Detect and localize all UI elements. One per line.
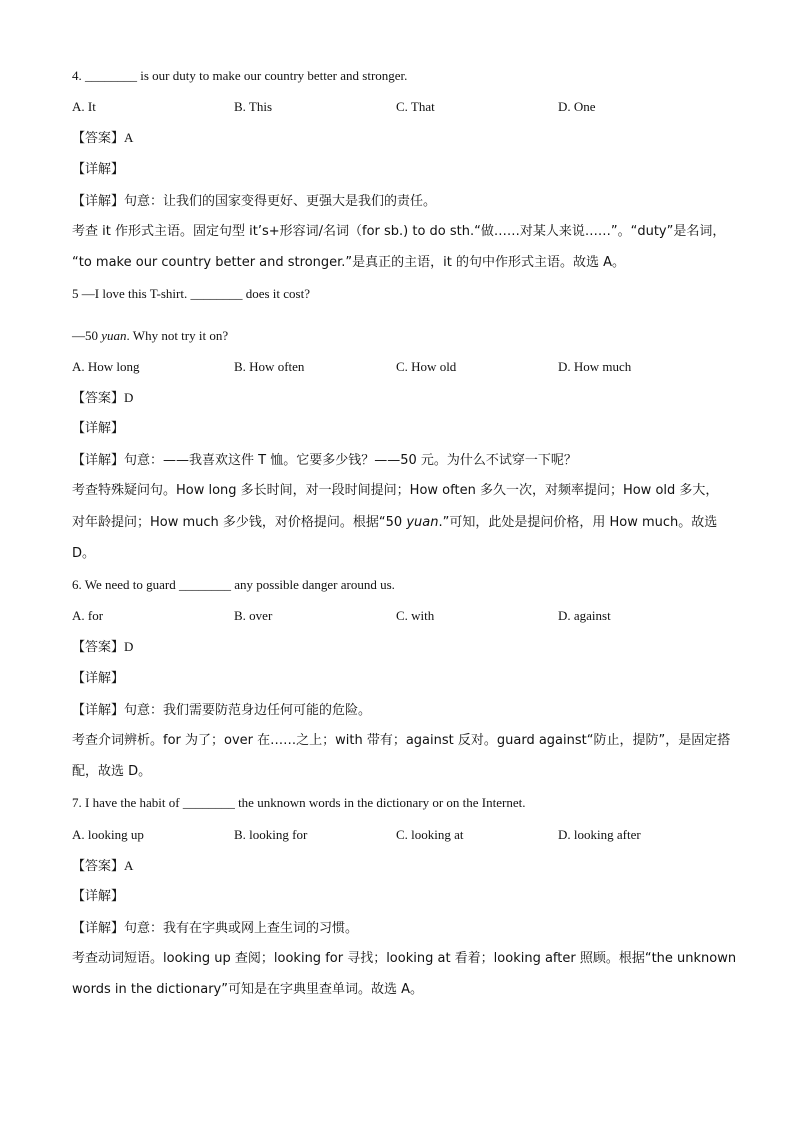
option-a: A. looking up bbox=[72, 826, 144, 842]
option-d: D. One bbox=[558, 99, 596, 115]
explanation-line-1: 考查 it 作形式主语。固定句型 it’s+形容词/名词（for sb.) to do sth.“做……对某人来说……”。“duty”是名词， bbox=[72, 223, 726, 239]
answer-value: D bbox=[124, 389, 134, 405]
answer-line bbox=[72, 631, 724, 662]
answer-tag: 【答案】 bbox=[72, 131, 125, 147]
explanation-italic: yuan bbox=[406, 514, 439, 530]
option-c: C. That bbox=[396, 99, 435, 115]
question-stem: 7. I have the habit of ________ the unknown words in the dictionary or on the Internet. bbox=[72, 795, 526, 811]
explanation-line-1: 考查动词短语。looking up 查阅；looking for 寻找；looking at 看着；looking after 照顾。根据“the unknown bbox=[72, 951, 737, 967]
options-row bbox=[72, 819, 724, 850]
dialog-italic: yuan bbox=[101, 327, 127, 343]
spacer bbox=[72, 310, 724, 320]
dialog-post: . Why not try it on? bbox=[126, 327, 229, 343]
detail-meaning-line bbox=[72, 185, 724, 216]
answer-line bbox=[72, 850, 724, 881]
detail-header: 【详解】 bbox=[72, 670, 125, 686]
detail-tag: 【详解】 bbox=[72, 453, 125, 469]
option-d: D. How much bbox=[558, 358, 632, 374]
question-4 bbox=[72, 60, 724, 278]
detail-header: 【详解】 bbox=[72, 421, 125, 437]
question-6 bbox=[72, 569, 731, 787]
question-stem: 5 —I love this T-shirt. ________ does it cost? bbox=[72, 286, 310, 302]
answer-value: A bbox=[124, 857, 134, 873]
option-b: B. This bbox=[234, 99, 273, 115]
question-stem: 6. We need to guard ________ any possible danger around us. bbox=[72, 577, 395, 592]
dialog-line bbox=[72, 320, 724, 351]
explanation-pre: 对年龄提问；How much 多少钱，对价格提问。根据“50 bbox=[72, 514, 407, 530]
detail-header: 【详解】 bbox=[72, 161, 125, 177]
explanation-line-2: 配，故选 D。 bbox=[72, 764, 152, 780]
dialog-pre: —50 bbox=[72, 327, 102, 343]
question-7 bbox=[72, 787, 737, 1005]
detail-header: 【详解】 bbox=[72, 888, 125, 904]
option-d: D. looking after bbox=[558, 826, 641, 842]
detail-meaning: 句意：我们需要防范身边任何可能的危险。 bbox=[124, 702, 372, 718]
answer-line bbox=[72, 122, 724, 153]
detail-meaning: 句意：让我们的国家变得更好、更强大是我们的责任。 bbox=[124, 193, 437, 209]
options-row bbox=[72, 351, 724, 382]
option-c: C. looking at bbox=[396, 826, 464, 842]
detail-tag: 【详解】 bbox=[72, 193, 125, 209]
document-page bbox=[72, 60, 737, 1006]
detail-tag: 【详解】 bbox=[72, 702, 125, 718]
detail-meaning-line bbox=[72, 444, 724, 475]
answer-tag: 【答案】 bbox=[72, 390, 125, 406]
explanation-line-3: D。 bbox=[72, 545, 96, 561]
explanation-line-2 bbox=[72, 507, 724, 538]
explanation-line-2: “to make our country better and stronger.”是真正的主语，it 的句中作形式主语。故选 A。 bbox=[72, 255, 626, 271]
detail-meaning: 句意：——我喜欢这件 T 恤。它要多少钱？——50 元。为什么不试穿一下呢？ bbox=[124, 453, 577, 469]
detail-meaning-line bbox=[72, 694, 724, 725]
question-5 bbox=[72, 278, 724, 569]
option-b: B. How often bbox=[234, 358, 305, 374]
explanation-line-1: 考查特殊疑问句。How long 多长时间，对一段时间提问；How often 多久一次，对频率提问；How old 多大， bbox=[72, 483, 719, 499]
option-a: A. for bbox=[72, 608, 104, 624]
answer-tag: 【答案】 bbox=[72, 640, 125, 656]
option-a: A. How long bbox=[72, 358, 140, 374]
explanation-line-2: words in the dictionary”可知是在字典里查单词。故选 A。 bbox=[72, 982, 423, 998]
answer-line bbox=[72, 382, 724, 413]
option-c: C. with bbox=[396, 608, 435, 624]
detail-tag: 【详解】 bbox=[72, 921, 125, 937]
option-c: C. How old bbox=[396, 358, 457, 374]
explanation-line-1: 考查介词辨析。for 为了；over 在……之上；with 带有；against 反对。guard against“防止，提防”，是固定搭 bbox=[72, 732, 731, 748]
answer-value: D bbox=[124, 639, 134, 655]
answer-value: A bbox=[124, 130, 134, 146]
detail-meaning: 句意：我有在字典或网上查生词的习惯。 bbox=[124, 921, 359, 937]
options-row bbox=[72, 91, 724, 122]
option-a: A. It bbox=[72, 99, 96, 115]
answer-tag: 【答案】 bbox=[72, 858, 125, 874]
explanation-post: .”可知，此处是提问价格，用 How much。故选 bbox=[438, 514, 718, 530]
option-d: D. against bbox=[558, 608, 611, 624]
option-b: B. over bbox=[234, 608, 273, 624]
detail-meaning-line bbox=[72, 912, 724, 943]
option-b: B. looking for bbox=[234, 826, 308, 842]
question-stem: 4. ________ is our duty to make our country better and stronger. bbox=[72, 68, 408, 83]
options-row bbox=[72, 600, 724, 631]
